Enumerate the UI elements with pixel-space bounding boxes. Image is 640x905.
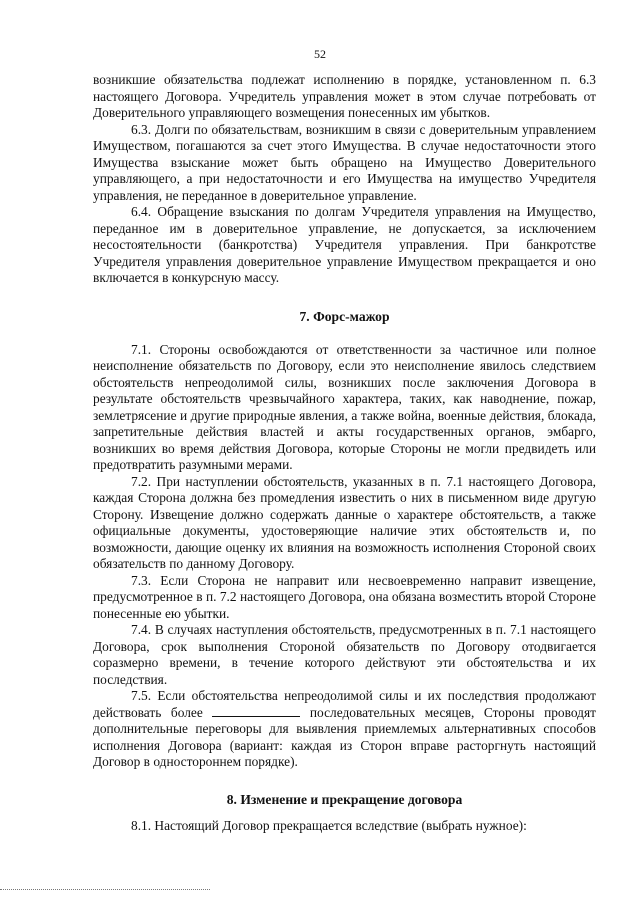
- blank-fill-line: [212, 705, 300, 717]
- paragraph-7-1: 7.1. Стороны освобождаются от ответственности за частичное или полное неисполнение обязательств по Договору, если это неисполнение явилось следствием обстоятельств непреодолимой силы, возникших после заключения Договора в результате обстоятельств чрезвычайного характера, таких, как наводнение, пожар, землетрясение и другие природные явления, а также война, военные действия, блокада, запретительные действия властей и акты государственных органов, эмбарго, возникших во время действия Договора, которые Стороны не могли предвидеть или предотвратить разумными мерами.: [93, 341, 596, 472]
- paragraph-7-3: 7.3. Если Сторона не направит или несвоевременно направит извещение, предусмотренное в п. 7.2 настоящего Договора, она обязана возместить второй Стороне понесенные ею убытки.: [93, 572, 596, 621]
- paragraph-6-4: 6.4. Обращение взыскания по долгам Учредителя управления на Имущество, переданное им в доверительное управление, не допускается, за исключением несостоятельности (банкротства) Учредителя управления. При банкротстве Учредителя управления доверительное управление Имуществом прекращается и оно включается в конкурсную массу.: [93, 204, 596, 285]
- page-number: 52: [314, 47, 326, 61]
- paragraph-6-3: 6.3. Долги по обязательствам, возникшим в связи с доверительным управлением Имуществом, погашаются за счет этого Имущества. В случае недостаточности этого Имущества взыскание может быть обращено на Имущество Доверительного управляющего, а при недостаточности и его Имущества на имущество Учредителя управления, не переданное в доверительное управление.: [93, 121, 596, 203]
- paragraph-7-2: 7.2. При наступлении обстоятельств, указанных в п. 7.1 настоящего Договора, каждая Сторона должна без промедления известить о них в письменном виде другую Сторону. Извещение должно содержать данные о характере обстоятельств, а также официальные документы, удостоверяющие наличие этих обстоятельств и, по возможности, дающие оценку их влияния на возможность исполнения Стороной своих обязательств по данному Договору.: [93, 473, 596, 571]
- section-7-heading: 7. Форс-мажор: [299, 308, 390, 324]
- footnote-divider: [0, 889, 210, 890]
- section-8-heading: 8. Изменение и прекращение договора: [226, 791, 463, 807]
- paragraph-7-5-end: последовательных месяцев, Стороны проводят дополнительные переговоры для выявления приемлемых альтернативных способов исполнения Договора (вариант: каждая из Сторон вправе расторгнуть настоящий Договор в одностороннем порядке).: [93, 704, 596, 769]
- document-body: [93, 72, 596, 834]
- paragraph-7-5-start: 7.5. Если обстоятельства непреодолимой силы и их последствия продолжают действовать более: [93, 688, 596, 720]
- paragraph-8-1: 8.1. Настоящий Договор прекращается вследствие (выбрать нужное):: [131, 817, 527, 833]
- paragraph-7-4: 7.4. В случаях наступления обстоятельств, предусмотренных в п. 7.1 настоящего Договора, срок выполнения Стороной обязательств по Договору отодвигается соразмерно времени, в течение которого действуют эти обстоятельства и их последствия.: [93, 622, 596, 687]
- paragraph-7-5: [93, 688, 596, 771]
- paragraph-6-2-continued: возникшие обязательства подлежат исполнению в порядке, установленном п. 6.3 настоящего Договора. Учредитель управления может в этом случае потребовать от Доверительного управляющего возмещения понесенных им убытков.: [93, 72, 596, 120]
